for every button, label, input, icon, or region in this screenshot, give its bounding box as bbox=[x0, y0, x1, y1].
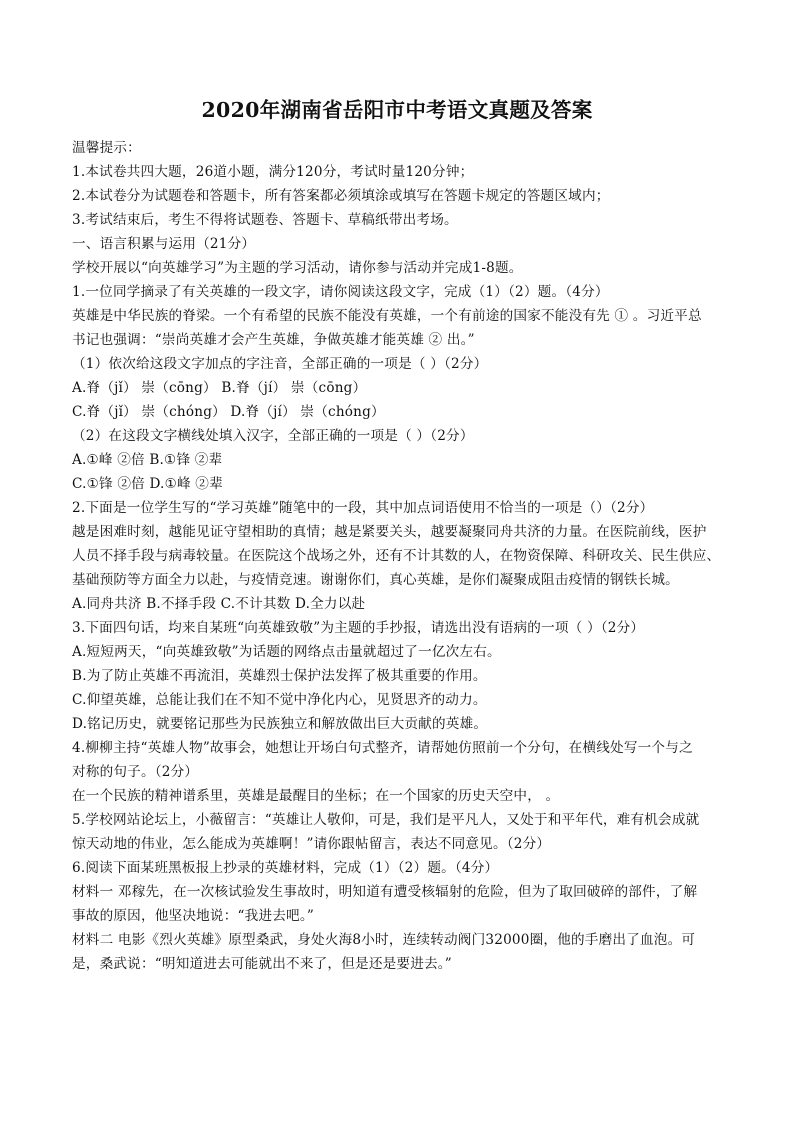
document-body bbox=[72, 136, 722, 976]
text-line: 人员不择手段与病毒较量。在医院这个战场之外，还有不计其数的人，在物资保障、科研攻关、民生供应、 bbox=[72, 548, 721, 564]
text-line: A.脊（jǐ） 崇（cōng） B.脊（jí） 崇（cōng） bbox=[72, 380, 367, 396]
text-line: 温馨提示： bbox=[72, 140, 141, 156]
text-line: （1）依次给这段文字加点的字注音，全部正确的一项是（ ）（2分） bbox=[72, 356, 488, 372]
text-line: A.①峰 ②倍 B.①锋 ②辈 bbox=[72, 452, 223, 468]
text-line: （2）在这段文字横线处填入汉字，全部正确的一项是（ ）（2分） bbox=[72, 428, 474, 444]
page-title: 2020年湖南省岳阳市中考语文真题及答案 bbox=[201, 98, 593, 122]
text-line: 2.下面是一位学生写的“学习英雄”随笔中的一段，其中加点词语使用不恰当的一项是（）（2分） bbox=[72, 500, 654, 516]
text-line: 书记也强调：“崇尚英雄才会产生英雄，争做英雄才能英雄 ② 出。” bbox=[72, 332, 475, 348]
text-line: 事故的原因，他坚决地说：“我进去吧。” bbox=[72, 908, 314, 924]
text-line: C.脊（jǐ） 崇（chóng） D.脊（jí） 崇（chóng） bbox=[72, 404, 385, 420]
text-line: 1.一位同学摘录了有关英雄的一段文字，请你阅读这段文字，完成（1）（2）题。（4分） bbox=[72, 284, 609, 300]
text-line: 6.阅读下面某班黑板报上抄录的英雄材料，完成（1）（2）题。（4分） bbox=[72, 860, 499, 876]
text-line: 在一个民族的精神谱系里，英雄是最醒目的坐标；在一个国家的历史天空中， 。 bbox=[72, 788, 560, 804]
text-line: 材料二 电影《烈火英雄》原型桑武，身处火海8小时，连续转动阀门32000圈，他的手磨出了血泡。可 bbox=[72, 932, 696, 948]
text-line: 基础预防等方面全力以赴，与疫情竞速。谢谢你们，真心英雄，是你们凝聚成阻击疫情的钢铁长城。 bbox=[72, 572, 679, 588]
text-line: 惊天动地的伟业，怎么能成为英雄啊！”请你跟帖留言，表达不同意见。（2分） bbox=[72, 836, 551, 852]
text-line: 是，桑武说：“明知道进去可能就出不来了，但是还是要进去。” bbox=[72, 956, 452, 972]
text-line: 材料一 邓稼先，在一次核试验发生事故时，明知道有遭受核辐射的危险，但为了取回破碎的部件，了解 bbox=[72, 884, 698, 900]
text-line: 英雄是中华民族的脊梁。一个有希望的民族不能没有英雄，一个有前途的国家不能没有先 ① 。习近平总 bbox=[72, 308, 702, 324]
text-line: 2.本试卷分为试题卷和答题卡，所有答案都必须填涂或填写在答题卡规定的答题区域内； bbox=[72, 188, 610, 204]
text-line: 越是困难时刻，越能见证守望相助的真情；越是紧要关头，越要凝聚同舟共济的力量。在医院前线，医护 bbox=[72, 524, 707, 540]
text-line: 1.本试卷共四大题，26道小题，满分120分，考试时量120分钟； bbox=[72, 164, 474, 180]
text-line: C.仰望英雄，总能让我们在不知不觉中净化内心，见贤思齐的动力。 bbox=[72, 692, 487, 708]
text-line: D.铭记历史，就要铭记那些为民族独立和解放做出巨大贡献的英雄。 bbox=[72, 716, 488, 732]
text-line: 4.柳柳主持“英雄人物”故事会，她想让开场白句式整齐，请帮她仿照前一个分句，在横线处写一个与之 bbox=[72, 740, 693, 756]
text-line: C.①锋 ②倍 D.①峰 ②辈 bbox=[72, 476, 223, 492]
text-line: 5.学校网站论坛上，小薇留言：“英雄让人敬仰，可是，我们是平凡人，又处于和平年代，难有机会成就 bbox=[72, 812, 700, 828]
text-line: 3.考试结束后，考生不得将试题卷、答题卡、草稿纸带出考场。 bbox=[72, 212, 458, 228]
text-line: A.同舟共济 B.不择手段 C.不计其数 D.全力以赴 bbox=[72, 596, 366, 612]
text-line: 3.下面四句话，均来自某班“向英雄致敬”为主题的手抄报，请选出没有语病的一项（ ）（2分） bbox=[72, 620, 645, 636]
text-line: 学校开展以“向英雄学习”为主题的学习活动，请你参与活动并完成1-8题。 bbox=[72, 260, 523, 276]
text-line: 一、语言积累与运用（21分） bbox=[72, 236, 256, 252]
text-line: B.为了防止英雄不再流泪，英雄烈士保护法发挥了极其重要的作用。 bbox=[72, 668, 487, 684]
text-line: A.短短两天，“向英雄致敬”为话题的网络点击量就超过了一亿次左右。 bbox=[72, 644, 501, 660]
text-line: 对称的句子。（2分） bbox=[72, 764, 199, 780]
document-page bbox=[72, 96, 722, 976]
